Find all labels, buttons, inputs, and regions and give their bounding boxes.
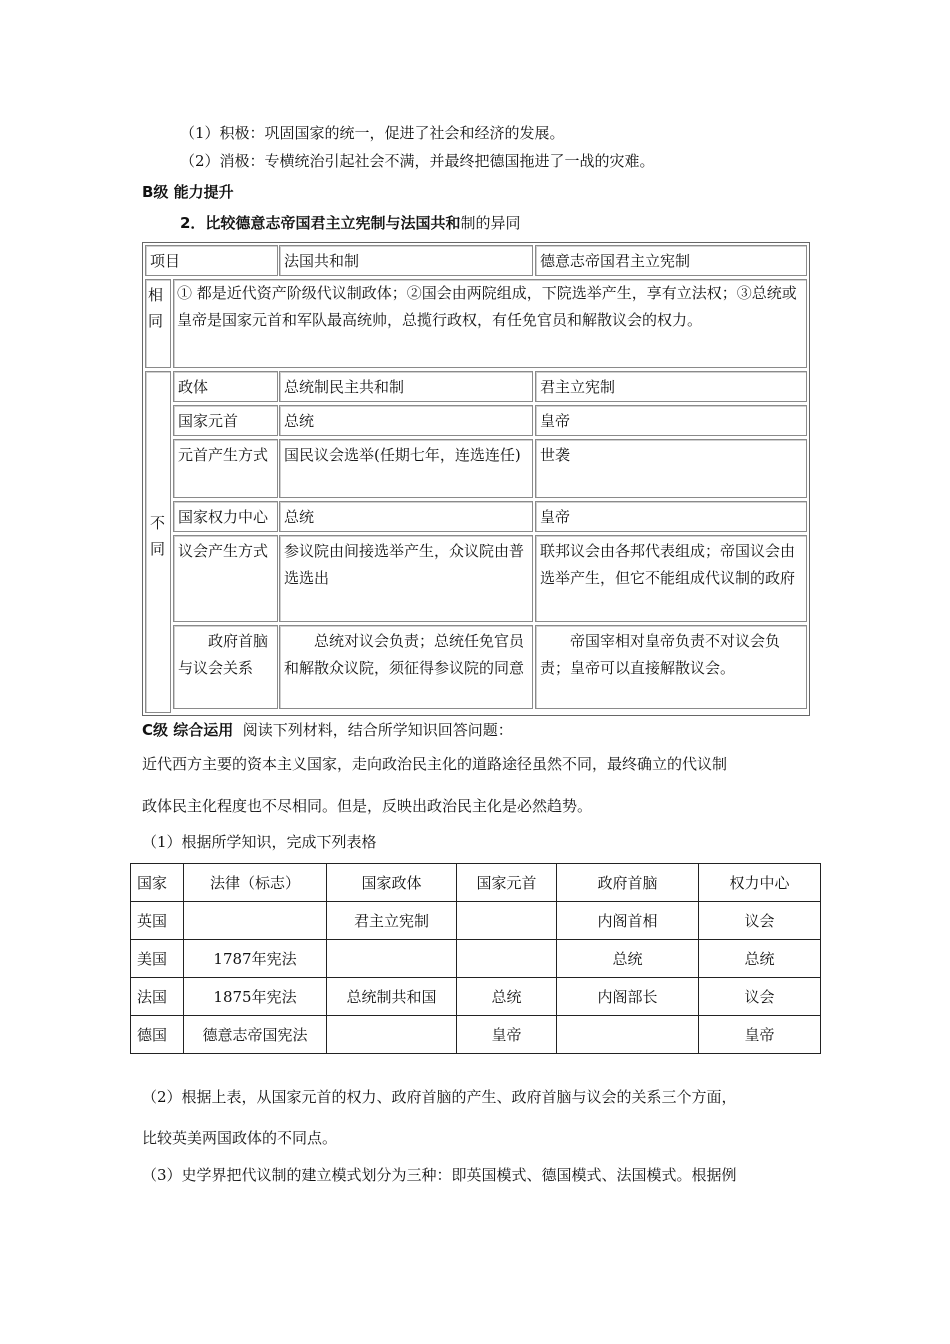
question-c2-line-1: （2）根据上表，从国家元首的权力、政府首脑的产生、政府首脑与议会的关系三个方面，: [142, 1088, 737, 1106]
material-line-1: 近代西方主要的资本主义国家，走向政治民主化的道路途径虽然不同，最终确立的代议制: [142, 755, 728, 773]
row-head-selection-germany: 世袭: [535, 439, 807, 498]
header-france: 法国共和制: [279, 245, 533, 276]
header-country: 国家: [131, 864, 184, 902]
question-c3: （3）史学界把代议制的建立模式划分为三种：即英国模式、德国模式、法国模式。根据例: [142, 1166, 737, 1184]
cell-law: 1787年宪法: [184, 940, 327, 978]
row-head-selection-france: 国民议会选举(任期七年，连选连任): [279, 439, 533, 498]
cell-power-center: 总统: [699, 940, 821, 978]
cell-country: 英国: [131, 902, 184, 940]
header-polity: 国家政体: [327, 864, 457, 902]
header-head-of-state: 国家元首: [457, 864, 557, 902]
cell-country: 美国: [131, 940, 184, 978]
level-c-heading: C级 综合运用: [142, 721, 234, 739]
table-row: [131, 1016, 821, 1054]
row-relation-item: 政府首脑与议会关系: [173, 625, 278, 709]
cell-polity[interactable]: [327, 940, 457, 978]
cell-power-center: 议会: [699, 978, 821, 1016]
comparison-table: [142, 242, 810, 716]
row-polity-item: 政体: [173, 371, 278, 402]
row-polity-germany: 君主立宪制: [535, 371, 807, 402]
cell-power-center: 议会: [699, 902, 821, 940]
question-2-rest: 制的异同: [460, 214, 521, 232]
cell-head-of-state: 皇帝: [457, 1016, 557, 1054]
row-polity-france: 总统制民主共和制: [279, 371, 533, 402]
cell-head-of-state[interactable]: [457, 940, 557, 978]
table-row: [131, 902, 821, 940]
cell-head-of-government: 内阁部长: [557, 978, 699, 1016]
header-item: 项目: [145, 245, 278, 276]
cell-polity: 君主立宪制: [327, 902, 457, 940]
row-head-germany: 皇帝: [535, 405, 807, 436]
table-header-row: [131, 864, 821, 902]
row-power-item: 国家权力中心: [173, 501, 278, 532]
header-law: 法律（标志）: [184, 864, 327, 902]
cell-power-center: 皇帝: [699, 1016, 821, 1054]
intro-positive: （1）积极：巩固国家的统一，促进了社会和经济的发展。: [180, 124, 565, 142]
row-parliament-germany: 联邦议会由各邦代表组成；帝国议会由选举产生，但它不能组成代议制的政府: [535, 535, 807, 622]
level-c-line: [142, 720, 513, 740]
row-parliament-item: 议会产生方式: [173, 535, 278, 622]
cell-polity[interactable]: [327, 1016, 457, 1054]
header-power-center: 权力中心: [699, 864, 821, 902]
cell-head-of-state: 总统: [457, 978, 557, 1016]
same-content: ① 都是近代资产阶级代议制政体；②国会由两院组成，下院选举产生，享有立法权；③总统或皇帝是国家元首和军队最高统帅，总揽行政权，有任免官员和解散议会的权力。: [173, 279, 807, 368]
row-head-france: 总统: [279, 405, 533, 436]
question-c2-line-2: 比较英美两国政体的不同点。: [142, 1129, 338, 1147]
material-line-2: 政体民主化程度也不尽相同。但是，反映出政治民主化是必然趋势。: [142, 797, 593, 815]
cell-head-of-government: 内阁首相: [557, 902, 699, 940]
row-head-selection-item: 元首产生方式: [173, 439, 278, 498]
fill-in-table: [130, 863, 821, 1054]
row-relation-germany: 帝国宰相对皇帝负责不对议会负责；皇帝可以直接解散议会。: [535, 625, 807, 709]
header-head-of-government: 政府首脑: [557, 864, 699, 902]
question-c1: （1）根据所学知识，完成下列表格: [142, 833, 377, 851]
intro-negative: （2）消极：专横统治引起社会不满，并最终把德国拖进了一战的灾难。: [180, 152, 655, 170]
cell-law[interactable]: [184, 902, 327, 940]
table-row: [131, 940, 821, 978]
row-head-item: 国家元首: [173, 405, 278, 436]
cell-head-of-state[interactable]: [457, 902, 557, 940]
row-power-france: 总统: [279, 501, 533, 532]
header-germany: 德意志帝国君主立宪制: [535, 245, 807, 276]
row-relation-france: 总统对议会负责；总统任免官员和解散众议院，须征得参议院的同意: [279, 625, 533, 709]
cell-head-of-government[interactable]: [557, 1016, 699, 1054]
cell-law: 德意志帝国宪法: [184, 1016, 327, 1054]
row-power-germany: 皇帝: [535, 501, 807, 532]
cell-head-of-government: 总统: [557, 940, 699, 978]
row-parliament-france: 参议院由间接选举产生，众议院由普选选出: [279, 535, 533, 622]
table-row: [131, 978, 821, 1016]
diff-label-cell: [145, 371, 171, 713]
cell-polity: 总统制共和国: [327, 978, 457, 1016]
level-c-instruction: 阅读下列材料，结合所学知识回答问题：: [242, 721, 513, 739]
cell-country: 法国: [131, 978, 184, 1016]
same-label: 相同: [145, 279, 171, 368]
question-2-bold: 2．比较德意志帝国君主立宪制与法国共和: [180, 214, 461, 232]
diff-label: 不同: [150, 514, 166, 558]
cell-law: 1875年宪法: [184, 978, 327, 1016]
question-2-title: [180, 213, 520, 233]
level-b-heading: B级 能力提升: [142, 183, 234, 201]
cell-country: 德国: [131, 1016, 184, 1054]
